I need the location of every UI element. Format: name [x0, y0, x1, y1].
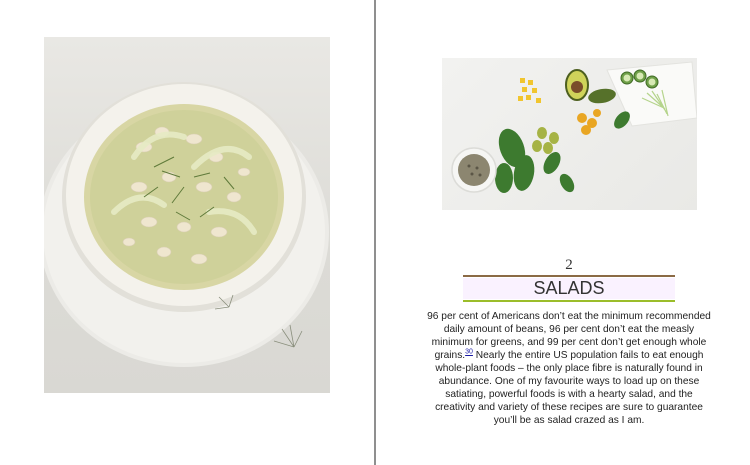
salad-ingredients-photo: [442, 58, 697, 210]
intro-text-part-1: 96 per cent of Americans don’t eat the minimum recommended daily amount of beans, 96 per cent don’t eat the measly minimum for greens, and 99 per cent don’t get enough whole grains.: [427, 311, 711, 361]
chapter-title: SALADS: [463, 278, 675, 299]
chapter-number: 2: [565, 257, 573, 273]
footnote-link[interactable]: 30: [465, 348, 473, 356]
chapter-rule-bottom: [463, 300, 675, 302]
right-page: [376, 0, 750, 465]
chapter-rule-top: [463, 275, 675, 277]
chapter-intro-paragraph: [426, 310, 712, 427]
soup-photo: [44, 37, 330, 393]
intro-text-part-2: Nearly the entire US population fails to eat enough whole-plant foods – the only place fibre is naturally found in abundance. One of my favourite ways to load up on these satiating, powerful foods is with a hearty salad, and the creativity and variety of these recipes are sure to guarantee you’ll be as salad crazed as I am.: [435, 350, 704, 426]
left-page: [0, 0, 374, 465]
